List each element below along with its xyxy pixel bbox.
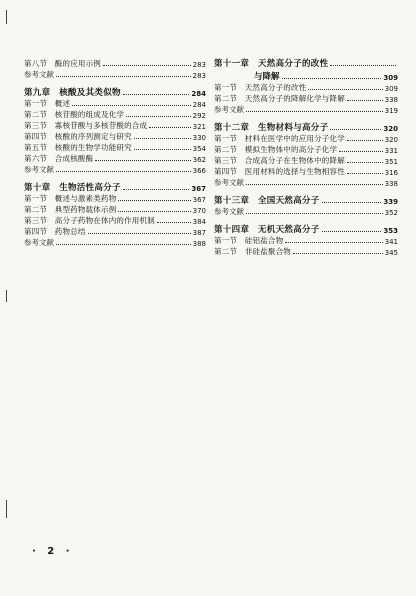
dot-leader [123,94,190,95]
toc-section-entry [24,98,206,109]
dot-leader [56,244,191,245]
toc-page-number: 320 [383,125,398,133]
toc-entry-label: 第六节 合成核酸酶 [24,154,94,163]
toc-references-entry [214,104,398,115]
toc-section-entry [214,155,398,166]
toc-page-number: 319 [384,107,398,115]
toc-section-entry [24,58,206,69]
dot-leader [285,242,382,243]
toc-entry-label: 第十二章 生物材料与高分子 [214,123,329,133]
toc-references-entry [24,164,206,175]
toc-references-entry [214,206,398,217]
toc-entry-label: 第二节 非硅盐聚合物 [214,247,291,256]
toc-page-number: 331 [384,147,398,155]
toc-entry-label: 第十四章 无机天然高分子 [214,225,320,235]
toc-page-number: 367 [192,196,206,204]
toc-entry-label: 第三节 高分子药物在体内的作用机制 [24,216,155,225]
dot-leader [347,173,383,174]
toc-section-entry [24,142,206,153]
toc-left-column [24,58,206,248]
dot-leader [126,116,191,117]
toc-chapter-entry [24,84,206,98]
toc-page-number: 284 [192,101,206,109]
scan-margin-mark [6,10,7,24]
toc-section-entry [24,204,206,215]
toc-chapter-entry [214,192,398,206]
dot-leader [134,149,191,150]
toc-page-number: 283 [192,61,206,69]
toc-entry-label: 第十三章 全国天然高分子 [214,196,320,206]
toc-entry-label: 与降解 [254,72,280,82]
toc-page-number: 353 [383,227,398,235]
toc-entry-label: 第四节 药物总结 [24,227,86,236]
toc-page-number: 338 [384,96,398,104]
dot-leader [282,78,382,79]
toc-chapter-entry [214,119,398,133]
toc-page-number: 341 [384,238,398,246]
toc-section-entry [214,235,398,246]
toc-page-number: 387 [192,229,206,237]
toc-section-entry [214,144,398,155]
toc-entry-label: 第二节 典型药物载体示例 [24,205,117,214]
toc-section-entry [24,131,206,142]
toc-entry-label: 第三节 合成高分子在生物体中的降解 [214,156,345,165]
toc-page-number: 384 [192,218,206,226]
toc-page-number: 352 [384,209,398,217]
toc-entry-label: 第二节 核苷酸的组成及化学 [24,110,125,119]
toc-page-number: 367 [191,185,206,193]
toc-page-number: 388 [192,240,206,248]
toc-section-entry [24,226,206,237]
toc-entry-label: 参考文献 [214,178,244,187]
dot-leader [330,129,381,130]
dot-leader [246,184,383,185]
toc-page-number: 283 [192,72,206,80]
toc-section-entry [24,153,206,164]
toc-page-number: 339 [383,198,398,206]
toc-section-entry [24,193,206,204]
toc-entry-label: 参考文献 [24,238,54,247]
dot-leader [118,211,190,212]
toc-entry-label: 第一节 概述与激素类药物 [24,194,117,203]
toc-entry-label: 第二节 天然高分子的降解化学与降解 [214,94,345,103]
toc-entry-label: 第一节 材料在医学中的应用分子化学 [214,134,345,143]
dot-leader [322,231,382,232]
toc-references-entry [24,237,206,248]
toc-section-entry [214,133,398,144]
dot-leader [134,138,191,139]
scan-margin-mark [6,290,7,302]
dot-leader [322,202,382,203]
dot-leader [118,200,190,201]
toc-section-entry [214,82,398,93]
dot-leader [246,213,383,214]
toc-page-number: 362 [192,156,206,164]
toc-chapter-title-continuation [214,69,398,82]
dot-leader [56,171,191,172]
toc-right-column [214,55,398,257]
toc-page-number: 316 [384,169,398,177]
toc-page-number: 284 [191,90,206,98]
toc-chapter-entry [214,221,398,235]
toc-entry-label: 第九章 核酸及其类似物 [24,88,121,98]
toc-page-number: 321 [192,123,206,131]
toc-page-number: 370 [192,207,206,215]
dot-leader [339,151,382,152]
dot-leader [88,233,191,234]
dot-leader [347,100,383,101]
toc-entry-label: 第十一章 天然高分子的改性 [214,59,329,69]
toc-references-entry [214,177,398,188]
toc-section-entry [214,246,398,257]
dot-leader [123,189,190,190]
toc-page-number: 366 [192,167,206,175]
toc-entry-label: 第八节 酶的应用示例 [24,59,101,68]
toc-entry-label: 第一节 概述 [24,99,71,108]
scan-margin-mark [6,500,7,518]
toc-page-number: 330 [192,134,206,142]
dot-leader [103,65,191,66]
toc-section-entry [24,109,206,120]
toc-page-number: 309 [383,74,398,82]
toc-references-entry [24,69,206,80]
dot-leader [330,65,396,66]
toc-entry-label: 参考文献 [214,105,244,114]
dot-leader [308,89,382,90]
dot-leader [347,162,383,163]
toc-chapter-entry [214,55,398,69]
dot-leader [246,111,383,112]
toc-section-entry [214,93,398,104]
dot-leader [95,160,190,161]
dot-leader [56,76,191,77]
dot-leader [347,140,383,141]
toc-entry-label: 第五节 核酸的生物学功能研究 [24,143,132,152]
toc-entry-label: 第一节 硅铝盐合物 [214,236,284,245]
toc-chapter-entry [24,179,206,193]
toc-page-number: 292 [192,112,206,120]
toc-entry-label: 第四节 医用材料的选择与生物相容性 [214,167,345,176]
toc-entry-label: 参考文献 [214,207,244,216]
toc-entry-label: 第三节 寡核苷酸与多核苷酸的合成 [24,121,148,130]
toc-entry-label: 第四节 核酸的序列测定与研究 [24,132,132,141]
toc-page-number: 354 [192,145,206,153]
dot-leader [72,105,190,106]
dot-leader [157,222,191,223]
toc-page-number: 309 [384,85,398,93]
toc-entry-label: 第二节 模拟生物体中的高分子化学 [214,145,338,154]
toc-section-entry [24,215,206,226]
dot-leader [293,253,383,254]
toc-page-number: 320 [384,136,398,144]
toc-entry-label: 第一节 天然高分子的改性 [214,83,307,92]
toc-section-entry [214,166,398,177]
dot-leader [149,127,190,128]
page-number: · 2 · [32,546,74,557]
toc-entry-label: 第十章 生物活性高分子 [24,183,121,193]
toc-entry-label: 参考文献 [24,70,54,79]
toc-page-number: 345 [384,249,398,257]
toc-section-entry [24,120,206,131]
toc-page-number: 351 [384,158,398,166]
toc-entry-label: 参考文献 [24,165,54,174]
toc-page-number: 338 [384,180,398,188]
